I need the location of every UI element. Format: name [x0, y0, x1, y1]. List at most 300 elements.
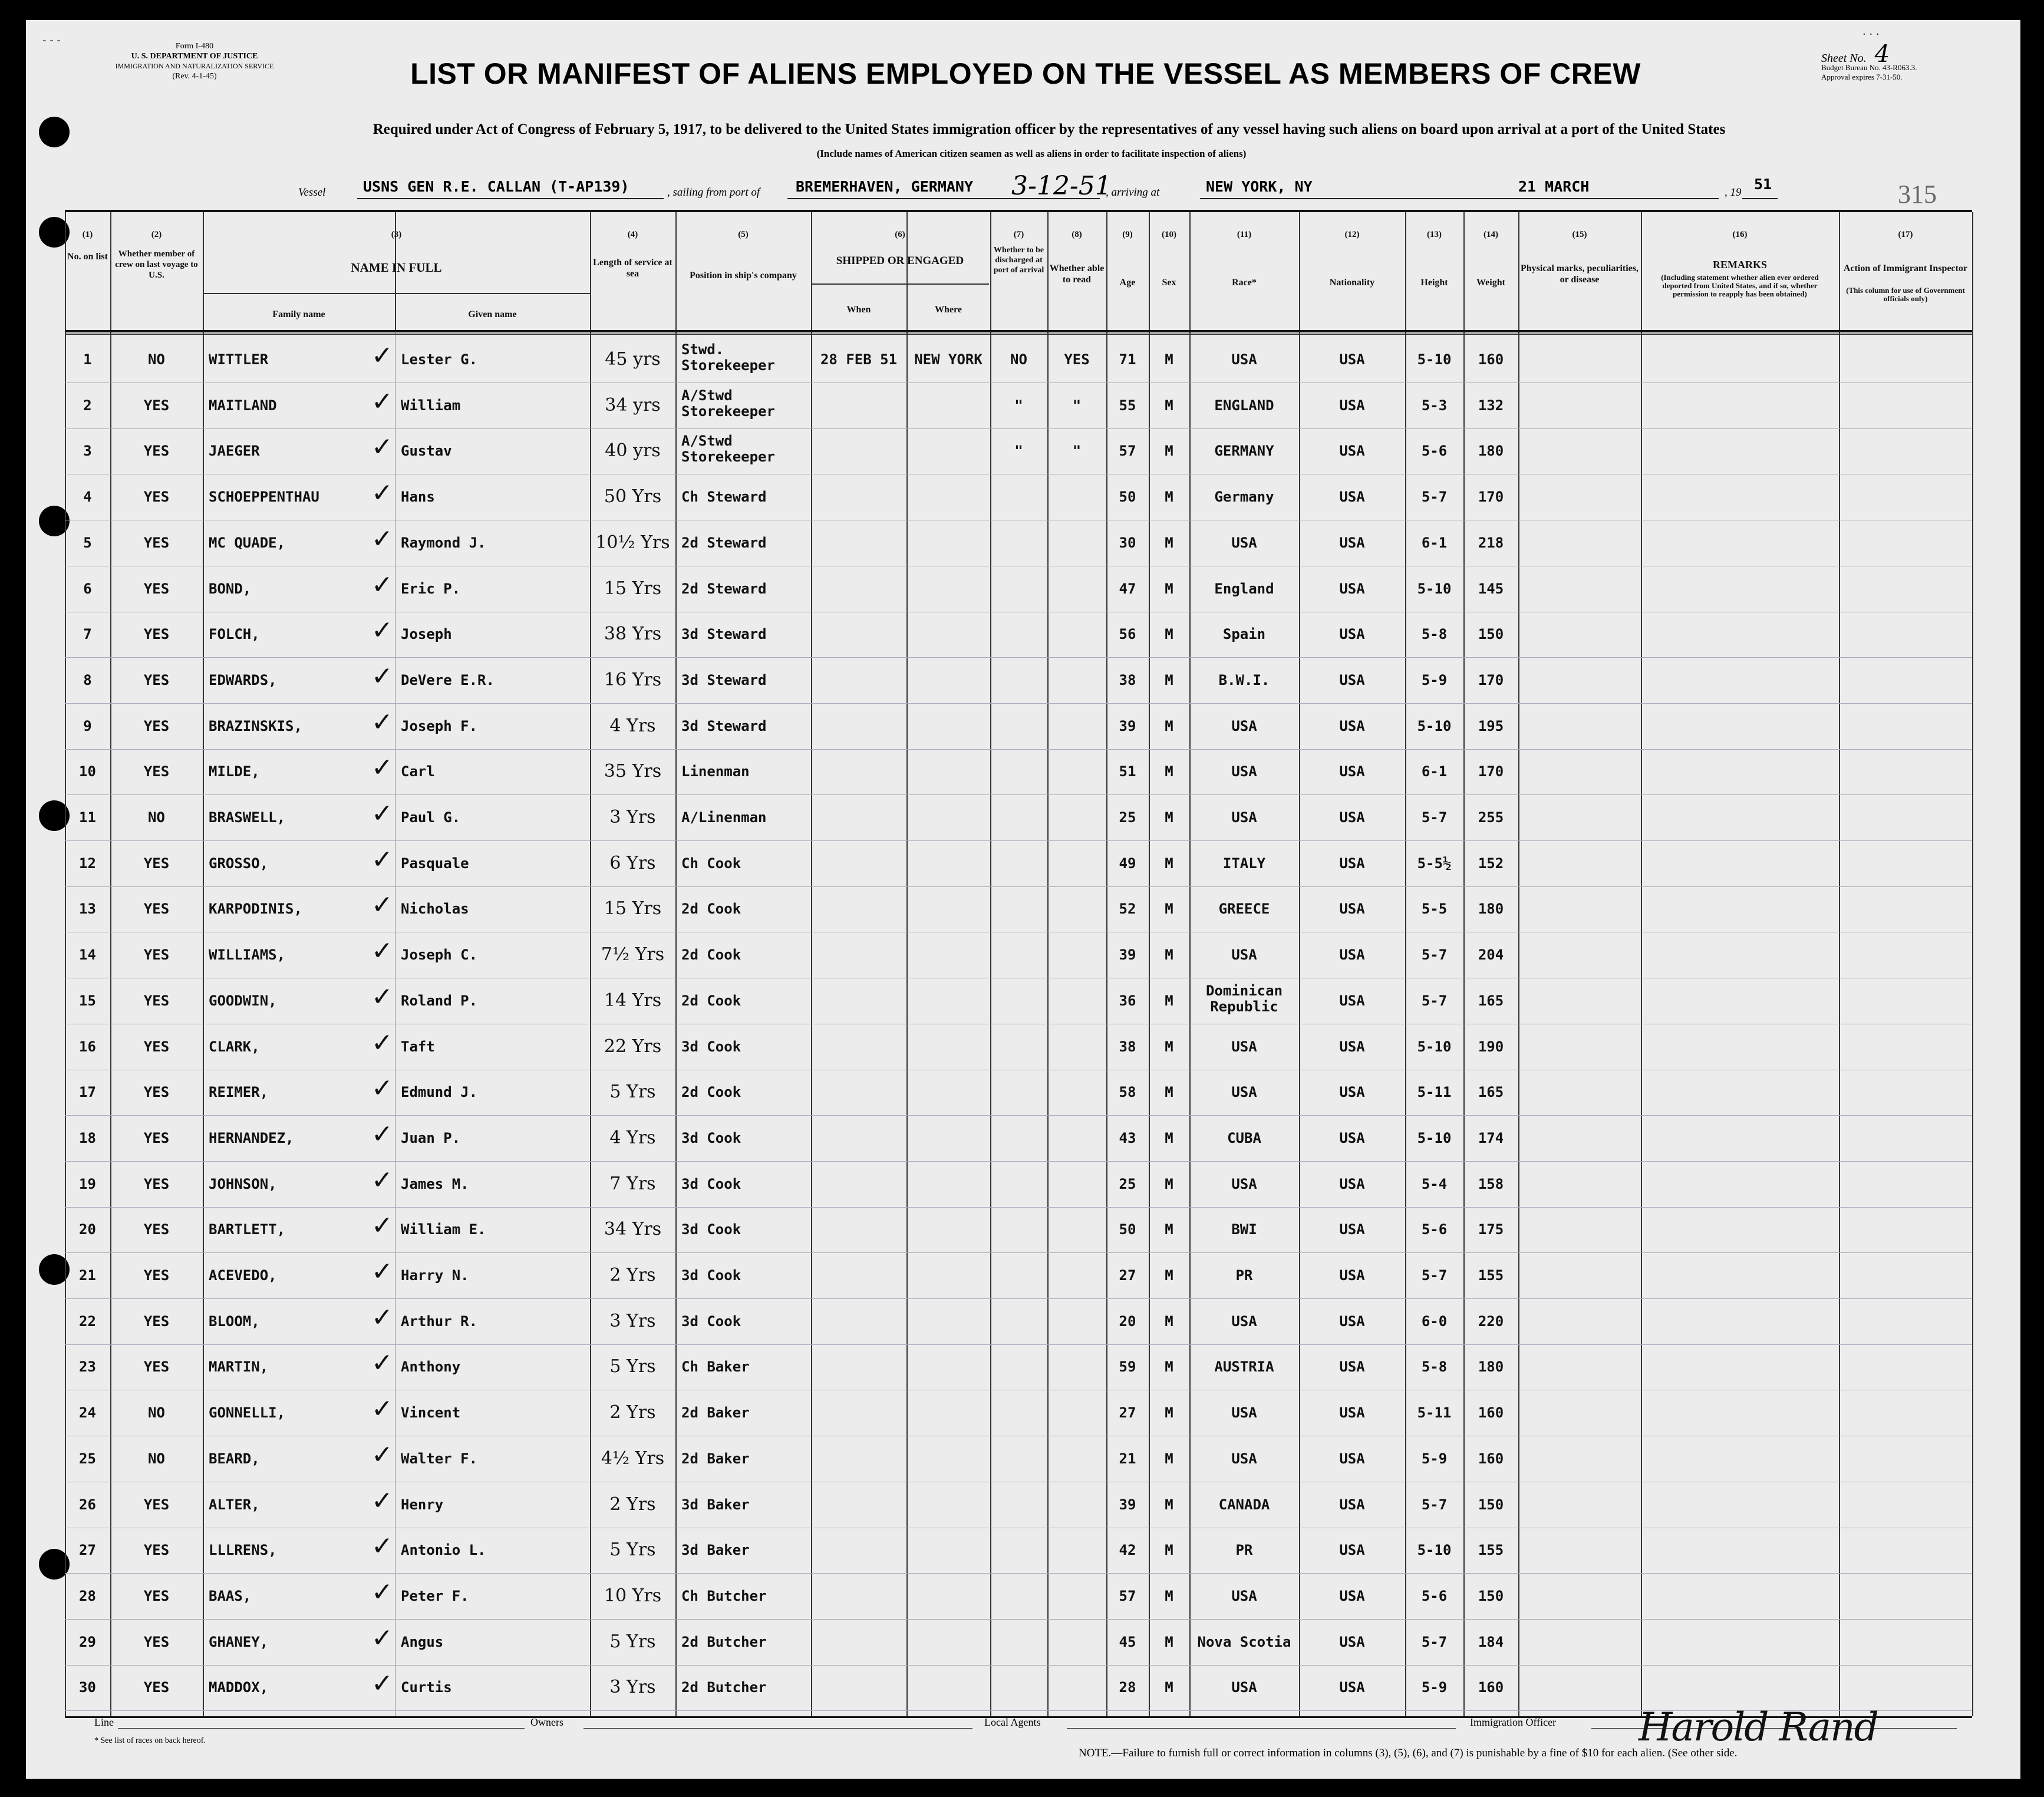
footer-note: NOTE.—Failure to furnish full or correct information in columns (3), (5), (6), and (7) is punishable by a fine of $10 for each alien. (See other side. — [1079, 1747, 1738, 1759]
row-number: 12 — [79, 855, 96, 872]
family-name: ALTER, — [209, 1496, 260, 1513]
prior-voyage: NO — [148, 809, 165, 826]
col-label: Race* — [1232, 278, 1257, 288]
family-name: MC QUADE, — [209, 534, 286, 551]
col-num: (6) — [895, 230, 905, 239]
position-line: 3d Cook — [681, 1313, 741, 1330]
checkmark-icon: ✓ — [371, 1211, 393, 1241]
sex: M — [1165, 855, 1173, 872]
sex: M — [1165, 1633, 1173, 1650]
weight: 204 — [1478, 947, 1504, 964]
nationality: USA — [1339, 1496, 1365, 1513]
checkmark-icon: ✓ — [371, 799, 393, 829]
race-line: PR — [1235, 1267, 1253, 1284]
table-row — [65, 704, 1972, 750]
punch-hole — [39, 117, 70, 147]
given-name: Raymond J. — [401, 534, 486, 551]
checkmark-icon: ✓ — [371, 569, 393, 600]
given-name: Hans — [401, 489, 435, 506]
nationality: USA — [1339, 1450, 1365, 1467]
age: 30 — [1119, 534, 1136, 551]
prior-voyage: YES — [143, 763, 170, 780]
prior-voyage: YES — [143, 1679, 170, 1696]
service-length: 34 yrs — [605, 394, 661, 416]
race — [1189, 1313, 1299, 1330]
sex: M — [1165, 1175, 1173, 1192]
nationality: USA — [1339, 1267, 1365, 1284]
height: 5-10 — [1417, 351, 1452, 368]
weight: 190 — [1478, 1038, 1504, 1055]
sailing-label: , sailing from port of — [667, 186, 760, 199]
sex: M — [1165, 717, 1173, 734]
height: 5-9 — [1421, 671, 1448, 688]
given-name: Joseph — [401, 626, 452, 643]
age: 47 — [1119, 580, 1136, 597]
age: 39 — [1119, 1496, 1136, 1513]
col-label: Whether to be discharged at port of arrival — [993, 246, 1044, 275]
sex: M — [1165, 397, 1173, 414]
position-line: 2d Baker — [681, 1404, 750, 1422]
position — [681, 1496, 811, 1513]
service-length: 4½ Yrs — [601, 1448, 665, 1469]
position — [681, 993, 811, 1009]
service: IMMIGRATION AND NATURALIZATION SERVICE — [115, 62, 274, 70]
prior-voyage: YES — [143, 1175, 170, 1192]
position — [681, 1359, 811, 1375]
vessel-name: USNS GEN R.E. CALLAN (T-AP139) — [363, 178, 629, 195]
race — [1189, 1634, 1299, 1650]
prior-voyage: YES — [143, 1542, 170, 1559]
weight: 155 — [1478, 1542, 1504, 1559]
age: 39 — [1119, 947, 1136, 964]
sex: M — [1165, 1587, 1173, 1604]
col-label: Action of Immigrant Inspector — [1843, 263, 1968, 273]
weight: 150 — [1478, 1587, 1504, 1604]
weight: 170 — [1478, 763, 1504, 780]
col-label: Physical marks, peculiarities, or disease — [1521, 263, 1639, 285]
age: 21 — [1119, 1450, 1136, 1467]
shipped-when: 28 FEB 51 — [820, 351, 898, 368]
race — [1189, 1404, 1299, 1421]
height: 5-8 — [1421, 1359, 1448, 1376]
family-name: EDWARDS, — [209, 671, 277, 688]
position — [681, 809, 811, 826]
race — [1189, 1359, 1299, 1375]
checkmark-icon: ✓ — [371, 1394, 393, 1425]
row-number: 22 — [79, 1313, 96, 1330]
sheet-number-box — [1821, 41, 1998, 82]
given-name: Curtis — [401, 1679, 452, 1696]
sex: M — [1165, 1404, 1173, 1422]
given-name: DeVere E.R. — [401, 671, 494, 688]
row-number: 1 — [83, 351, 92, 368]
col-num: (11) — [1237, 230, 1252, 239]
weight: 170 — [1478, 489, 1504, 506]
nationality: USA — [1339, 626, 1365, 643]
prior-voyage: YES — [143, 1587, 170, 1604]
table-row — [65, 1162, 1972, 1208]
race-line: Republic — [1210, 998, 1278, 1015]
service-length: 15 Yrs — [604, 578, 662, 599]
given-name: Lester G. — [401, 351, 478, 368]
table-row — [65, 1528, 1972, 1574]
col-num: (7) — [1013, 230, 1024, 239]
nationality: USA — [1339, 1175, 1365, 1192]
given-name: James M. — [401, 1175, 469, 1192]
nationality: USA — [1339, 763, 1365, 780]
form-identifier — [88, 41, 301, 81]
sex: M — [1165, 1084, 1173, 1101]
race-line: USA — [1231, 1038, 1257, 1055]
service-length: 4 Yrs — [609, 1127, 656, 1148]
stamped-page-number: 315 — [1898, 180, 1937, 209]
footer-line-label: Line — [94, 1716, 114, 1728]
form-number: Form I-480 — [175, 42, 214, 51]
position — [681, 535, 811, 551]
page-title: LIST OR MANIFEST OF ALIENS EMPLOYED ON THE VESSEL AS MEMBERS OF CREW — [410, 57, 1641, 90]
row-number: 2 — [83, 397, 92, 414]
service-length: 3 Yrs — [609, 1677, 656, 1698]
position-line: 3d Cook — [681, 1267, 741, 1284]
age: 49 — [1119, 855, 1136, 872]
nationality: USA — [1339, 992, 1365, 1009]
row-number: 7 — [83, 626, 92, 643]
weight: 165 — [1478, 992, 1504, 1009]
sex: M — [1165, 809, 1173, 826]
age: 57 — [1119, 1587, 1136, 1604]
footer-officer-label: Immigration Officer — [1470, 1716, 1557, 1728]
race — [1189, 983, 1299, 1015]
position — [681, 1221, 811, 1238]
col-label: Nationality — [1329, 278, 1375, 288]
prior-voyage: YES — [143, 443, 170, 460]
sex: M — [1165, 1679, 1173, 1696]
height: 5-7 — [1421, 1496, 1448, 1513]
table-row — [65, 520, 1972, 566]
prior-voyage: YES — [143, 1496, 170, 1513]
height: 5-7 — [1421, 947, 1448, 964]
prior-voyage: YES — [143, 1633, 170, 1650]
nationality: USA — [1339, 855, 1365, 872]
checkmark-icon: ✓ — [371, 890, 393, 921]
family-name: GOODWIN, — [209, 992, 277, 1009]
row-number: 20 — [79, 1221, 96, 1238]
sex: M — [1165, 671, 1173, 688]
race — [1189, 1221, 1299, 1238]
row-number: 4 — [83, 489, 92, 506]
prior-voyage: YES — [143, 1359, 170, 1376]
service-length: 22 Yrs — [604, 1036, 662, 1057]
position-line: Ch Cook — [681, 855, 741, 872]
race — [1189, 489, 1299, 505]
row-number: 17 — [79, 1084, 96, 1101]
race — [1189, 581, 1299, 597]
height: 6-1 — [1421, 763, 1448, 780]
weight: 180 — [1478, 443, 1504, 460]
weight: 160 — [1478, 1450, 1504, 1467]
position-line: Storekeeper — [681, 449, 775, 466]
height: 5-10 — [1417, 1542, 1452, 1559]
row-number: 3 — [83, 443, 92, 460]
able-to-read: YES — [1064, 351, 1090, 368]
weight: 220 — [1478, 1313, 1504, 1330]
given-name: Nicholas — [401, 901, 469, 918]
position-line: Ch Butcher — [681, 1587, 767, 1604]
weight: 180 — [1478, 901, 1504, 918]
race — [1189, 763, 1299, 780]
prior-voyage: YES — [143, 1313, 170, 1330]
position — [681, 1588, 811, 1604]
given-name: Walter F. — [401, 1450, 478, 1467]
checkmark-icon: ✓ — [371, 615, 393, 646]
race-line: B.W.I. — [1218, 671, 1270, 688]
col-sublabel: Given name — [468, 309, 517, 319]
height: 5-8 — [1421, 626, 1448, 643]
col-num: (9) — [1122, 230, 1133, 239]
position-line: A/Stwd — [681, 387, 733, 404]
race-line: USA — [1231, 1175, 1257, 1192]
crew-manifest-table — [65, 210, 1972, 1718]
sex: M — [1165, 489, 1173, 506]
sex: M — [1165, 1221, 1173, 1238]
service-length: 2 Yrs — [609, 1402, 656, 1423]
given-name: Edmund J. — [401, 1084, 478, 1101]
nationality: USA — [1339, 1084, 1365, 1101]
col-num: (4) — [627, 230, 638, 239]
family-name: LLLRENS, — [209, 1542, 277, 1559]
prior-voyage: YES — [143, 992, 170, 1009]
checkmark-icon: ✓ — [371, 1531, 393, 1562]
race-line: Dominican — [1205, 982, 1283, 999]
port-from: BREMERHAVEN, GERMANY — [796, 178, 974, 195]
height: 5-7 — [1421, 1267, 1448, 1284]
position-line: 3d Cook — [681, 1129, 741, 1146]
sheet-label: Sheet No. — [1821, 52, 1867, 65]
weight: 255 — [1478, 809, 1504, 826]
race-line: PR — [1235, 1542, 1253, 1559]
position — [681, 1038, 811, 1055]
age: 28 — [1119, 1679, 1136, 1696]
age: 39 — [1119, 717, 1136, 734]
given-name: Angus — [401, 1633, 444, 1650]
position-line: 3d Steward — [681, 717, 767, 734]
service-length: 4 Yrs — [609, 715, 656, 736]
position-line: 3d Cook — [681, 1221, 741, 1238]
col-num: (1) — [82, 230, 93, 239]
given-name: William — [401, 397, 461, 414]
row-number: 21 — [79, 1267, 96, 1284]
prior-voyage: YES — [143, 1084, 170, 1101]
age: 50 — [1119, 1221, 1136, 1238]
given-name: Eric P. — [401, 580, 461, 597]
given-name: Antonio L. — [401, 1542, 486, 1559]
checkmark-icon: ✓ — [371, 1348, 393, 1379]
position — [681, 489, 811, 505]
given-name: William E. — [401, 1221, 486, 1238]
prior-voyage: YES — [143, 534, 170, 551]
able-to-read: " — [1072, 443, 1082, 460]
position — [681, 718, 811, 734]
able-to-read: " — [1072, 397, 1082, 414]
race — [1189, 443, 1299, 459]
height: 5-4 — [1421, 1175, 1448, 1192]
given-name: Taft — [401, 1038, 435, 1055]
race — [1189, 1588, 1299, 1604]
race-line: England — [1214, 580, 1274, 597]
given-name: Joseph C. — [401, 947, 478, 964]
race-line: Nova Scotia — [1197, 1633, 1291, 1650]
nationality: USA — [1339, 443, 1365, 460]
nationality: USA — [1339, 534, 1365, 551]
col-num: (2) — [151, 230, 162, 239]
nationality: USA — [1339, 351, 1365, 368]
nationality: USA — [1339, 1221, 1365, 1238]
col-note: (Including statement whether alien ever ordered deported from United States, and if so, whether permission to reapply has been obtained) — [1661, 273, 1819, 298]
race — [1189, 718, 1299, 734]
arriving-label: , arriving at — [1106, 186, 1160, 199]
service-length: 15 Yrs — [604, 898, 662, 919]
height: 5-10 — [1417, 717, 1452, 734]
race — [1189, 947, 1299, 963]
subtitle-note: (Include names of American citizen seamen as well as aliens in order to facilitate inspection of aliens) — [816, 148, 1247, 159]
age: 20 — [1119, 1313, 1136, 1330]
age: 43 — [1119, 1129, 1136, 1146]
footer-agents-label: Local Agents — [984, 1716, 1041, 1728]
table-row — [65, 1207, 1972, 1253]
position — [681, 1679, 811, 1696]
row-number: 19 — [79, 1175, 96, 1192]
family-name: BRAZINSKIS, — [209, 717, 302, 734]
port-to: NEW YORK, NY — [1206, 178, 1313, 195]
age: 50 — [1119, 489, 1136, 506]
given-name: Juan P. — [401, 1129, 461, 1146]
sex: M — [1165, 901, 1173, 918]
position — [681, 581, 811, 597]
sex: M — [1165, 626, 1173, 643]
given-name: Joseph F. — [401, 717, 478, 734]
height: 6-0 — [1421, 1313, 1448, 1330]
race — [1189, 535, 1299, 551]
nationality: USA — [1339, 809, 1365, 826]
weight: 132 — [1478, 397, 1504, 414]
table-row — [65, 1620, 1972, 1666]
service-length: 2 Yrs — [609, 1265, 656, 1285]
given-name: Carl — [401, 763, 435, 780]
weight: 170 — [1478, 671, 1504, 688]
height: 5-7 — [1421, 1633, 1448, 1650]
race-line: ENGLAND — [1214, 397, 1274, 414]
age: 25 — [1119, 809, 1136, 826]
position — [681, 855, 811, 872]
position-line: 2d Cook — [681, 947, 741, 964]
height: 5-10 — [1417, 580, 1452, 597]
position — [681, 1634, 811, 1650]
race-line: GREECE — [1218, 901, 1270, 918]
age: 45 — [1119, 1633, 1136, 1650]
position-line: 2d Cook — [681, 1084, 741, 1101]
race-line: USA — [1231, 809, 1257, 826]
service-length: 2 Yrs — [609, 1493, 656, 1515]
family-name: GONNELLI, — [209, 1404, 286, 1422]
given-name: Gustav — [401, 443, 452, 460]
nationality: USA — [1339, 901, 1365, 918]
table-row — [65, 1574, 1972, 1620]
sex: M — [1165, 1313, 1173, 1330]
prior-voyage: YES — [143, 489, 170, 506]
position — [681, 947, 811, 963]
col-sublabel: When — [846, 305, 871, 315]
service-length: 50 Yrs — [604, 486, 662, 507]
checkmark-icon: ✓ — [371, 753, 393, 783]
race-line: BWI — [1231, 1221, 1257, 1238]
row-number: 16 — [79, 1038, 96, 1055]
height: 5-7 — [1421, 809, 1448, 826]
row-number: 27 — [79, 1542, 96, 1559]
race — [1189, 1496, 1299, 1513]
race-line: USA — [1231, 947, 1257, 964]
weight: 174 — [1478, 1129, 1504, 1146]
col-num: (12) — [1344, 230, 1360, 239]
shipped-where: NEW YORK — [914, 351, 983, 368]
checkmark-icon: ✓ — [371, 981, 393, 1012]
race — [1189, 1176, 1299, 1192]
col-label: No. on list — [67, 252, 108, 262]
service-length: 38 Yrs — [604, 624, 662, 645]
position-line: 3d Steward — [681, 671, 767, 688]
discharge-flag: NO — [1010, 351, 1027, 368]
nationality: USA — [1339, 671, 1365, 688]
row-number: 25 — [79, 1450, 96, 1467]
service-length: 3 Yrs — [609, 807, 656, 827]
checkmark-icon: ✓ — [371, 478, 393, 509]
family-name: BOND, — [209, 580, 252, 597]
family-name: WILLIAMS, — [209, 947, 286, 964]
checkmark-icon: ✓ — [371, 844, 393, 875]
race-line: USA — [1231, 763, 1257, 780]
checkmark-icon: ✓ — [371, 1027, 393, 1058]
given-name: Peter F. — [401, 1587, 469, 1604]
row-number: 10 — [79, 763, 96, 780]
age: 56 — [1119, 626, 1136, 643]
col-num: (15) — [1572, 230, 1587, 239]
checkmark-icon: ✓ — [371, 1485, 393, 1516]
position — [681, 1450, 811, 1467]
col-label: Sex — [1162, 278, 1176, 288]
prior-voyage: YES — [143, 397, 170, 414]
prior-voyage: YES — [143, 901, 170, 918]
family-name: GROSSO, — [209, 855, 269, 872]
age: 38 — [1119, 671, 1136, 688]
height: 5-3 — [1421, 397, 1448, 414]
sex: M — [1165, 992, 1173, 1009]
nationality: USA — [1339, 1633, 1365, 1650]
table-row — [65, 1344, 1972, 1390]
age: 55 — [1119, 397, 1136, 414]
service-length: 45 yrs — [605, 349, 661, 370]
race-line: USA — [1231, 1313, 1257, 1330]
race-line: CANADA — [1218, 1496, 1270, 1513]
sex: M — [1165, 1450, 1173, 1467]
height: 6-1 — [1421, 534, 1448, 551]
row-number: 9 — [83, 717, 92, 734]
table-row — [65, 658, 1972, 704]
family-name: FOLCH, — [209, 626, 260, 643]
table-row — [65, 1299, 1972, 1345]
table-row — [65, 1436, 1972, 1482]
row-number: 11 — [79, 809, 96, 826]
position-line: A/Stwd — [681, 433, 733, 450]
nationality: USA — [1339, 717, 1365, 734]
